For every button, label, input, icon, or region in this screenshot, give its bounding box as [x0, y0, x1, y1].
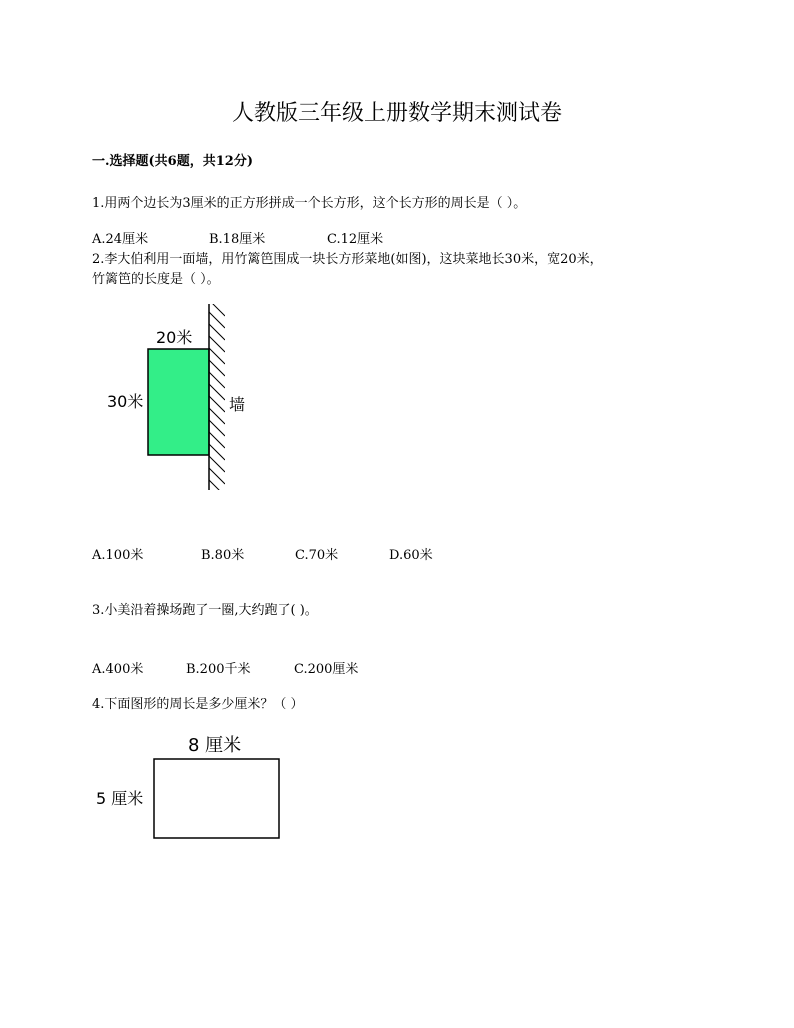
- question-1-option-b: B.18厘米: [209, 232, 266, 247]
- wall-hatching: [209, 300, 225, 496]
- question-2-option-d: D.60米: [389, 548, 433, 563]
- question-3-text: 3.小美沿着操场跑了一圈,大约跑了( )。: [92, 603, 318, 618]
- question-4-rectangle: [154, 759, 279, 838]
- plot-height-label: 30米: [107, 392, 144, 411]
- question-2-text-line2: 竹篱笆的长度是（ ）。: [92, 272, 220, 287]
- question-3-option-c: C.200厘米: [294, 662, 359, 677]
- question-1-option-a: A.24厘米: [92, 232, 149, 247]
- question-4-text: 4.下面图形的周长是多少厘米？（ ）: [92, 697, 304, 712]
- question-4-width-label: 8 厘米: [188, 735, 242, 756]
- question-2-text-line1: 2.李大伯利用一面墙，用竹篱笆围成一块长方形菜地(如图)，这块菜地长30米，宽20米，: [92, 252, 603, 267]
- question-2-option-b: B.80米: [201, 548, 245, 563]
- section-heading: 一.选择题(共6题，共12分): [92, 154, 253, 169]
- question-2-option-c: C.70米: [295, 548, 339, 563]
- question-3-option-b: B.200千米: [186, 662, 251, 677]
- page-title: 人教版三年级上册数学期末测试卷: [231, 101, 562, 126]
- wall-label: 墙: [229, 395, 246, 414]
- vegetable-plot-rect: [148, 349, 209, 455]
- question-3-option-a: A.400米: [92, 662, 144, 677]
- question-1-text: 1.用两个边长为3厘米的正方形拼成一个长方形，这个长方形的周长是（ ）。: [92, 196, 527, 211]
- question-4-height-label: 5 厘米: [96, 789, 144, 808]
- question-2-option-a: A.100米: [92, 548, 144, 563]
- question-1-option-c: C.12厘米: [327, 232, 384, 247]
- plot-width-label: 20米: [156, 328, 193, 347]
